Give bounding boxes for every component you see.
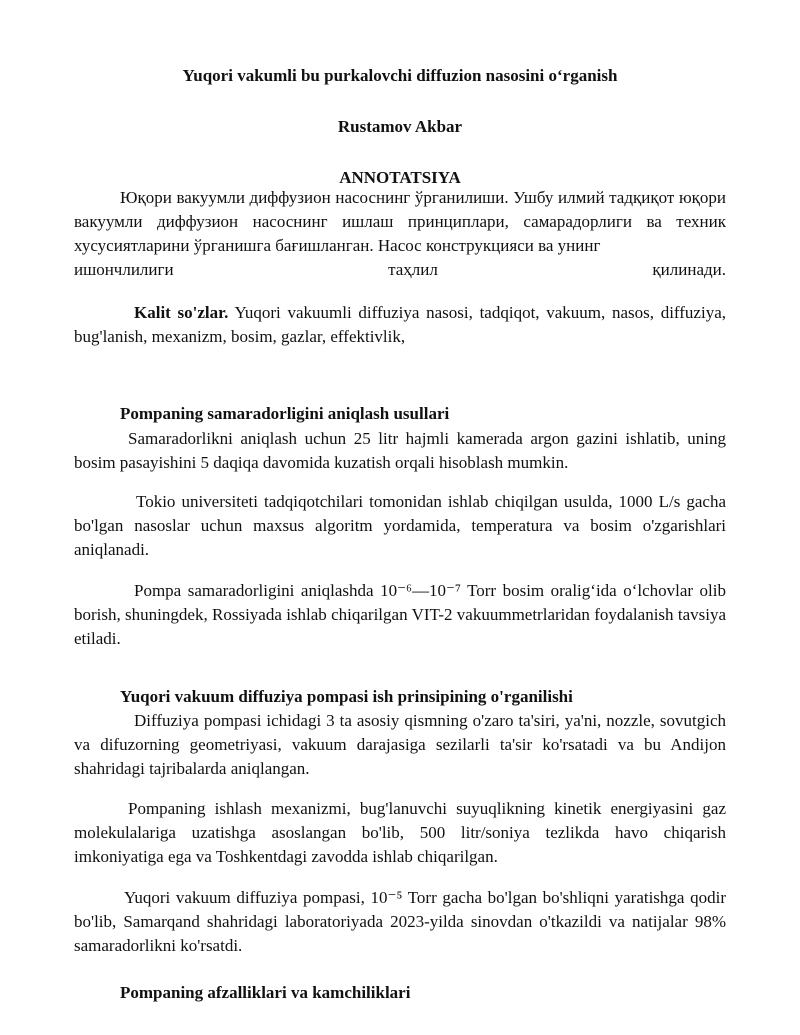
section-heading: Pompaning afzalliklari va kamchiliklari [120,983,411,1002]
keywords-label: Kalit so'zlar. [134,303,229,322]
author-name: Rustamov Akbar [337,117,463,136]
annotation-last-line: ишончлилиги таҳлил қилинади. [74,260,726,279]
document-page [74,0,726,1035]
keywords-paragraph [74,301,726,349]
document-title: Yuqori vakumli bu purkalovchi diffuzion nasosini o‘rganish [182,66,618,85]
section-paragraph: Samaradorlikni aniqlash uchun 25 litr hajmli kamerada argon gazini ishlatib, uning bosim pasayishini 5 daqiqa davomida kuzatish orqali hisoblash mumkin. [74,429,726,472]
annotation-paragraph [74,186,726,258]
section-paragraph: Yuqori vakuum diffuziya pompasi, 10⁻⁵ Torr gacha bo'lgan bo'shliqni yaratishga qodir bo'lib, Samarqand shahridagi laboratoriyada 2023-yilda sinovdan o'tkazildi va natijalar 98% samaradorlikni ko'rsatdi. [74,888,726,955]
keywords-text: Yuqori vakuumli diffuziya nasosi, tadqiqot, vakuum, nasos, diffuziya, bug'lanish, mexanizm, bosim, gazlar, effektivlik, [74,303,726,346]
section-paragraph: Diffuziya pompasi ichidagi 3 ta asosiy qismning o'zaro ta'siri, ya'ni, nozzle, sovutgich va difuzorning geometriyasi, vakuum darajasiga sezilarli ta'sir ko'rsatadi va bu Andijon shahridagi tajribalarda aniqlangan. [74,711,726,778]
annotation-text: Юқори вакуумли диффузион насоснинг ўрганилиши. Ушбу илмий тадқиқот юқори вакуумли диффузион насоснинг ишлаш принциплари, самарадорлиги ва техник хусусиятларини ўрганишга бағишланган. Насос конструкцияси ва унинг [74,188,726,255]
section-heading: Pompaning samaradorligini aniqlash usullari [120,404,450,423]
section-paragraph: Tokio universiteti tadqiqotchilari tomonidan ishlab chiqilgan usulda, 1000 L/s gacha bo'lgan nasoslar uchun maxsus algoritm yordamida, temperatura va bosim o'zgarishlari aniqlanadi. [74,492,726,559]
section-paragraph: Pompa samaradorligini aniqlashda 10⁻⁶—10⁻⁷ Torr bosim oralig‘ida o‘lchovlar olib borish, shuningdek, Rossiyada ishlab chiqarilgan VIT-2 vakuummetrlaridan foydalanish tavsiya etiladi. [74,581,726,648]
section-heading: Yuqori vakuum diffuziya pompasi ish prinsipining o'rganilishi [120,687,573,706]
section-paragraph: Pompaning ishlash mexanizmi, bug'lanuvchi suyuqlikning kinetik energiyasini gaz molekulalariga uzatishga asoslangan bo'lib, 500 litr/soniya tezlikda havo chiqarish imkoniyatiga ega va Toshkentdagi zavodda ishlab chiqarilgan. [74,799,726,866]
annotation-heading: ANNOTATSIYA [339,168,461,187]
